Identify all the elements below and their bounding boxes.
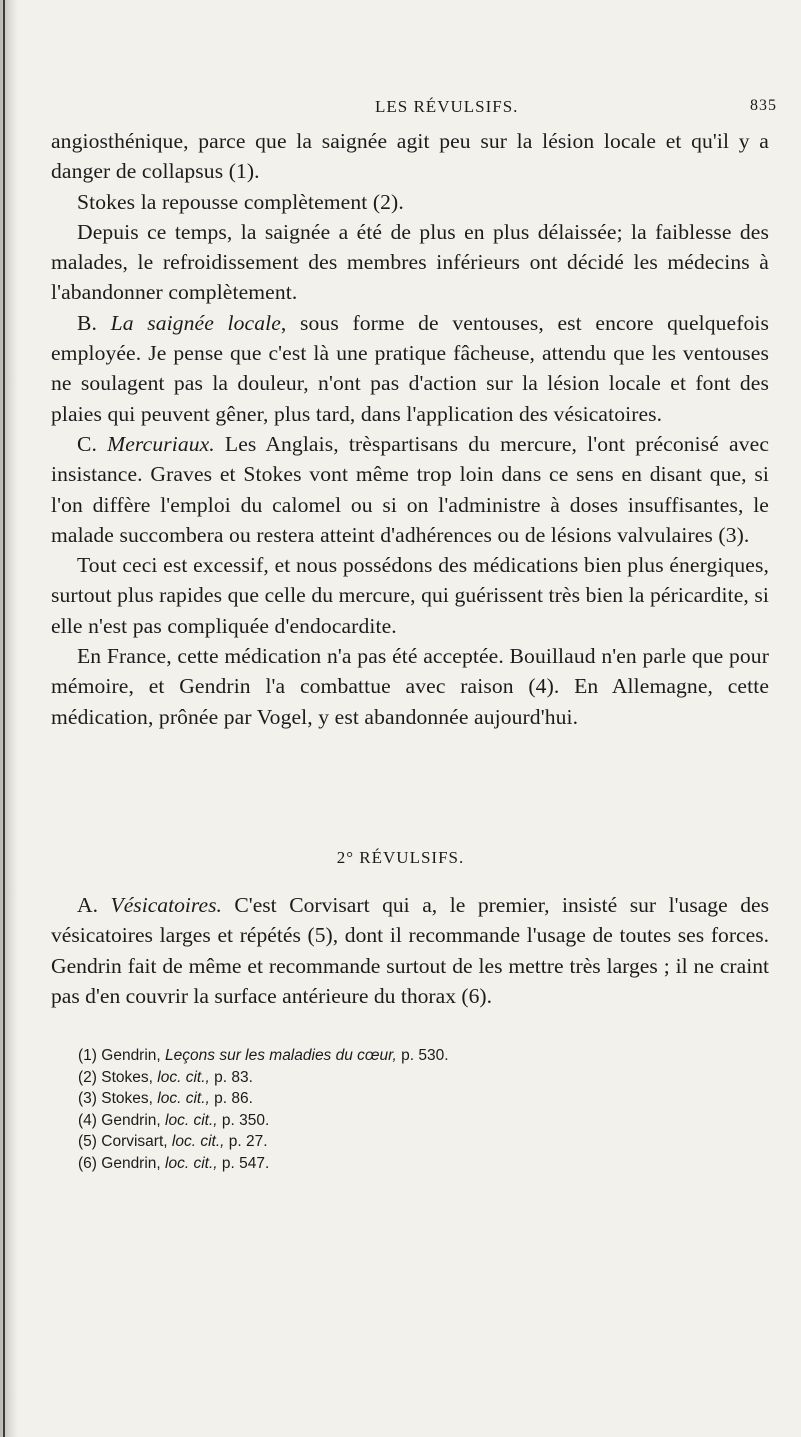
footnote-number: (5) — [78, 1133, 97, 1150]
paragraph-8-body: C'est Corvisart qui a, le premier, insisté sur l'usage des vésicatoires larges et répétés (5), dont il recommande l'usage de toutes ses forces. Gendrin fait de même et recommande surtout de les mettre très larges ; il ne craint pas d'en couvrir la surface antérieure du thorax (6). — [51, 893, 769, 1008]
footnote-number: (3) — [78, 1090, 97, 1107]
paragraph-4-body: , sous forme de ventouses, est encore quelquefois employée. Je pense que c'est là une pratique fâcheuse, attendu que les ventouses ne soulagent pas la douleur, n'ont pas d'action sur la lésion locale et font des plaies qui peuvent gêner, plus tard, dans l'application des vésicatoires. — [51, 310, 769, 426]
footnote-author: Stokes, — [101, 1090, 153, 1107]
footnote-title: loc. cit., — [157, 1090, 210, 1107]
paragraph-4 — [51, 308, 769, 429]
paragraph-1: angiosthénique, parce que la saignée agit peu sur la lésion locale et qu'il y a danger de collapsus (1). — [51, 129, 769, 184]
paragraph-7: En France, cette médication n'a pas été acceptée. Bouillaud n'en parle que pour mémoire, et Gendrin l'a combattue avec raison (4). En Allemagne, cette médication, prônée par Vogel, y est abandonnée aujourd'hui. — [51, 644, 769, 729]
paragraph-5-body: Les Anglais, trèspartisans du mercure, l'ont préconisé avec insistance. Graves et Stokes vont même trop loin dans ce sens en disant que, si l'on diffère l'emploi du calomel ou si on l'administre à doses insuffisantes, le malade succombera ou restera atteint d'adhérences ou de lésions valvulaires (3). — [51, 431, 769, 547]
footnote-3 — [78, 1088, 758, 1110]
footnote-author: Gendrin, — [101, 1154, 161, 1172]
section-text — [51, 890, 769, 1011]
paragraph-2: Stokes la repousse complètement (2). — [77, 189, 404, 214]
footnote-author: Gendrin, — [101, 1047, 161, 1064]
footnote-number: (2) — [78, 1068, 97, 1086]
paragraph-8-term: Vésicatoires. — [110, 893, 222, 917]
footnote-page: p. 27. — [228, 1133, 268, 1150]
footnote-title: loc. cit., — [171, 1133, 225, 1150]
paragraph-4-term: La saignée locale — [110, 310, 281, 335]
footnote-number: (6) — [78, 1154, 97, 1172]
footnote-page: p. 530. — [401, 1047, 449, 1064]
paragraph-6: Tout ceci est excessif, et nous possédons des médications bien plus énergiques, surtout plus rapides que celle du mercure, qui guérissent très bien la péricardite, si elle n'est pas compliquée d'endocardite. — [51, 553, 769, 638]
footnote-title: loc. cit., — [157, 1068, 210, 1086]
running-title: LES RÉVULSIFS. — [375, 97, 519, 116]
page-number: 835 — [750, 97, 777, 114]
paragraph-5-label: C. — [77, 431, 98, 456]
binding-edge-line — [3, 0, 5, 1437]
footnote-author: Stokes, — [101, 1068, 153, 1086]
footnote-page: p. 86. — [214, 1090, 253, 1107]
footnote-5 — [78, 1131, 758, 1153]
footnote-6 — [78, 1153, 758, 1175]
paragraph-8-label: A. — [77, 893, 98, 917]
paragraph-5 — [51, 429, 769, 550]
footnote-number: (4) — [78, 1111, 97, 1129]
footnote-page: p. 547. — [221, 1154, 270, 1172]
footnote-title: loc. cit., — [165, 1154, 218, 1172]
footnote-page: p. 350. — [221, 1111, 270, 1129]
footnote-title: Leçons sur les maladies du cœur, — [165, 1047, 397, 1064]
section-heading: 2° RÉVULSIFS. — [336, 848, 465, 867]
footnote-1 — [78, 1045, 758, 1067]
footnote-page: p. 83. — [214, 1068, 253, 1086]
footnotes — [78, 1045, 758, 1174]
paragraph-8 — [51, 890, 769, 1011]
footnote-2 — [78, 1067, 758, 1089]
footnote-4 — [78, 1110, 758, 1132]
paragraph-5-term: Mercuriaux. — [107, 431, 215, 456]
footnote-title: loc. cit., — [165, 1111, 218, 1129]
footnote-author: Gendrin, — [101, 1111, 161, 1129]
footnote-number: (1) — [78, 1047, 97, 1064]
paragraph-4-label: B. — [77, 310, 98, 335]
main-text — [51, 126, 769, 732]
paragraph-3: Depuis ce temps, la saignée a été de plus en plus délaissée; la faiblesse des malades, le refroidissement des membres inférieurs ont décidé les médecins à l'abandonner complètement. — [51, 219, 769, 305]
footnote-author: Corvisart, — [101, 1133, 168, 1150]
